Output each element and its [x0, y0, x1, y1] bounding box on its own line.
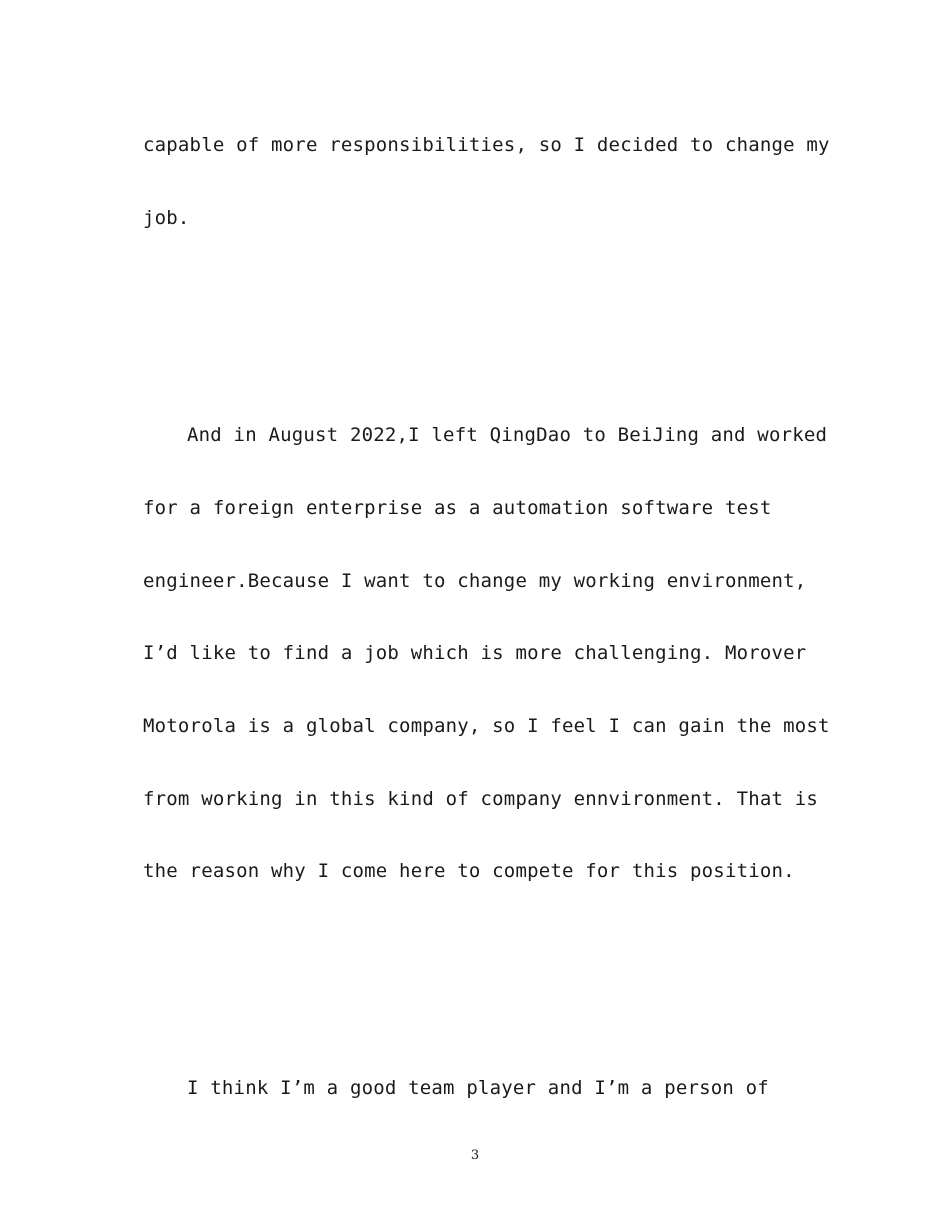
text-line: I’d like to find a job which is more challenging. Morover	[143, 642, 807, 664]
text-line: the reason why I come here to compete for this position.	[143, 860, 795, 882]
text-line: for a foreign enterprise as a automation software test	[143, 497, 772, 519]
text-line: And in August 2022,I left QingDao to BeiJing and worked	[187, 424, 828, 446]
text-line: capable of more responsibilities, so I decided to change my	[143, 134, 830, 156]
text-line: from working in this kind of company ennvironment. That is	[143, 788, 819, 810]
text-line: job.	[143, 207, 190, 229]
text-line: engineer.Because I want to change my working environment,	[143, 570, 807, 592]
text-line: Motorola is a global company, so I feel I can gain the most	[143, 715, 830, 737]
page-number: 3	[470, 1148, 480, 1163]
text-line: I think I’m a good team player and I’m a person of	[187, 1077, 769, 1099]
